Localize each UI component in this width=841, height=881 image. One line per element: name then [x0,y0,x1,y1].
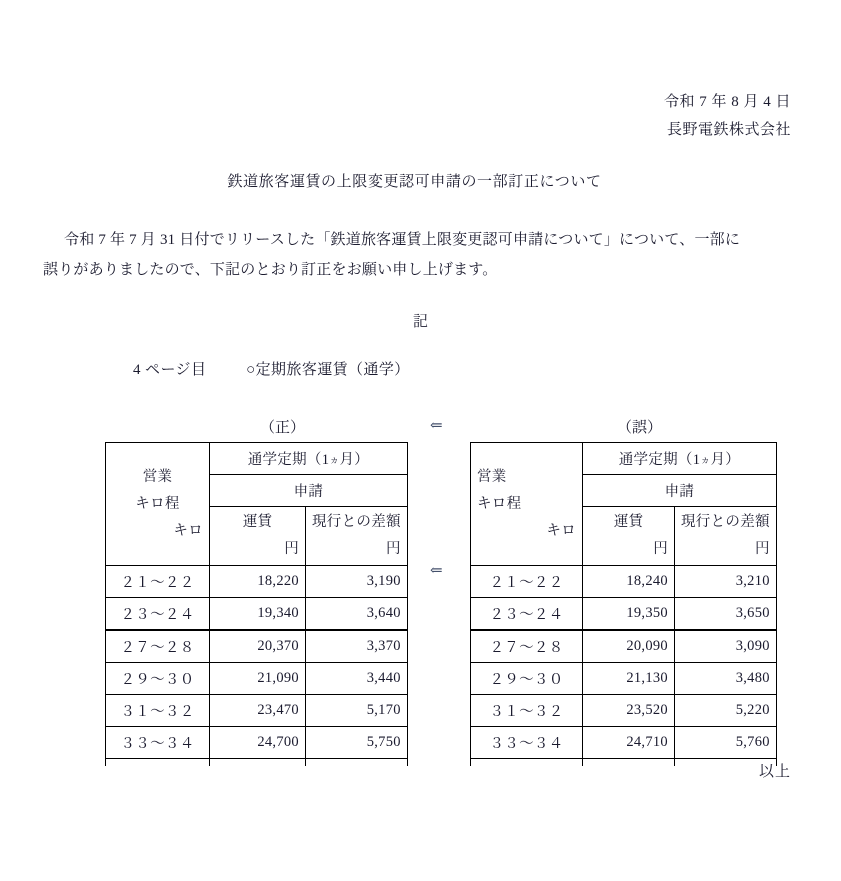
km-header-cell [471,443,583,566]
issue-date: 令和 7 年 8 月 4 日 [663,94,791,110]
km-header-line2: キロ程 [135,495,180,512]
stub-cell [210,759,306,767]
table-row [471,663,777,695]
table-row [106,630,408,663]
table-bottom-stub [471,759,777,767]
table-row [106,663,408,695]
km-header-line3: キロ [546,522,576,539]
application-header-cell: 申請 [210,475,408,507]
fare-header-cell [583,507,675,566]
cell-km-range: ２３～２４ [106,598,210,631]
cell-difference: 3,480 [675,663,777,695]
correct-table-label: （正） [260,420,306,436]
incorrect-table-body [471,566,777,767]
page-reference-line [133,358,410,379]
company-name: 長野電鉄株式会社 [666,121,791,138]
page-title-text: 鉄道旅客運賃の上限変更認可申請の一部訂正について [227,174,602,190]
cell-difference: 3,640 [306,598,408,631]
cell-km-range: ３３～３４ [106,727,210,759]
cell-km-range: ２７～２８ [106,630,210,663]
correction-arrow-icon-top: ⇐ [430,418,443,434]
km-header-line2: キロ程 [477,495,522,512]
diff-header-unit: 円 [755,541,770,557]
application-header-cell: 申請 [583,475,777,507]
cell-km-range: ２９～３０ [106,663,210,695]
cell-difference: 5,750 [306,727,408,759]
body-paragraph [43,225,800,285]
fare-header-unit: 円 [284,541,299,557]
table-row [471,727,777,759]
cell-km-range: ２９～３０ [471,663,583,695]
cell-km-range: ３１～３２ [106,695,210,727]
stub-cell [471,759,583,767]
period-small-ka: ヵ [700,454,711,466]
table-row [106,566,408,598]
cell-difference: 5,760 [675,727,777,759]
page-number-label: 4 ページ目 [133,362,207,378]
period-post: 月） [710,452,741,468]
period-header-cell [583,443,777,475]
fare-header-unit: 円 [653,541,668,557]
cell-km-range: ２３～２４ [471,598,583,631]
km-header-line1: 営業 [142,468,173,485]
cell-fare: 18,240 [583,566,675,598]
table-bottom-stub [106,759,408,767]
table-row [106,695,408,727]
cell-km-range: ２１～２２ [471,566,583,598]
period-header-cell [210,443,408,475]
table-row [471,598,777,631]
fare-header-cell [210,507,306,566]
cell-difference: 3,090 [675,630,777,663]
period-pre: 通学定期（1 [618,452,701,468]
document-header [664,89,791,145]
closing-mark: 以上 [758,764,791,780]
body-line-1: 令和 7 年 7 月 31 日付でリリースした「鉄道旅客運賃上限変更認可申請について」について、一部に [64,232,741,248]
fare-header-label: 運賃 [242,514,273,530]
cell-difference: 3,190 [306,566,408,598]
cell-fare: 20,090 [583,630,675,663]
cell-fare: 18,220 [210,566,306,598]
cell-fare: 24,700 [210,727,306,759]
diff-header-label: 現行との差額 [312,514,401,530]
table-header-row-period [471,443,777,475]
cell-fare: 23,520 [583,695,675,727]
cell-difference: 3,440 [306,663,408,695]
cell-fare: 21,130 [583,663,675,695]
table-row [471,566,777,598]
cell-fare: 24,710 [583,727,675,759]
fare-header-label: 運賃 [613,514,644,530]
ki-mark: 記 [412,314,428,330]
table-row [471,695,777,727]
body-line-2: 誤りがありましたので、下記のとおり訂正をお願い申し上げます。 [43,262,498,278]
cell-difference: 5,220 [675,695,777,727]
correction-arrow-icon-row: ⇐ [430,563,443,579]
stub-cell [306,759,408,767]
cell-difference: 5,170 [306,695,408,727]
table-row [471,630,777,663]
cell-fare: 23,470 [210,695,306,727]
cell-fare: 19,350 [583,598,675,631]
period-post: 月） [339,452,370,468]
period-pre: 通学定期（1 [247,452,330,468]
cell-fare: 20,370 [210,630,306,663]
cell-km-range: ２７～２８ [471,630,583,663]
section-label: ○定期旅客運賃（通学） [246,362,410,378]
correct-fare-table [105,442,408,766]
cell-fare: 19,340 [210,598,306,631]
km-header-cell [106,443,210,566]
table-row [106,598,408,631]
cell-fare: 21,090 [210,663,306,695]
cell-difference: 3,210 [675,566,777,598]
km-header-line1: 営業 [477,468,507,485]
cell-difference: 3,650 [675,598,777,631]
diff-header-cell [675,507,777,566]
stub-cell [583,759,675,767]
correct-table-body [106,566,408,767]
incorrect-table-label: （誤） [617,420,663,436]
diff-header-unit: 円 [386,541,401,557]
cell-km-range: ３１～３２ [471,695,583,727]
cell-km-range: ２１～２２ [106,566,210,598]
diff-header-label: 現行との差額 [681,514,770,530]
table-header-row-period [106,443,408,475]
incorrect-fare-table [470,442,777,766]
period-small-ka: ヵ [329,454,340,466]
km-header-line3: キロ [173,522,203,539]
diff-header-cell [306,507,408,566]
table-row [106,727,408,759]
cell-difference: 3,370 [306,630,408,663]
stub-cell [106,759,210,767]
page-title [0,170,841,191]
cell-km-range: ３３～３４ [471,727,583,759]
